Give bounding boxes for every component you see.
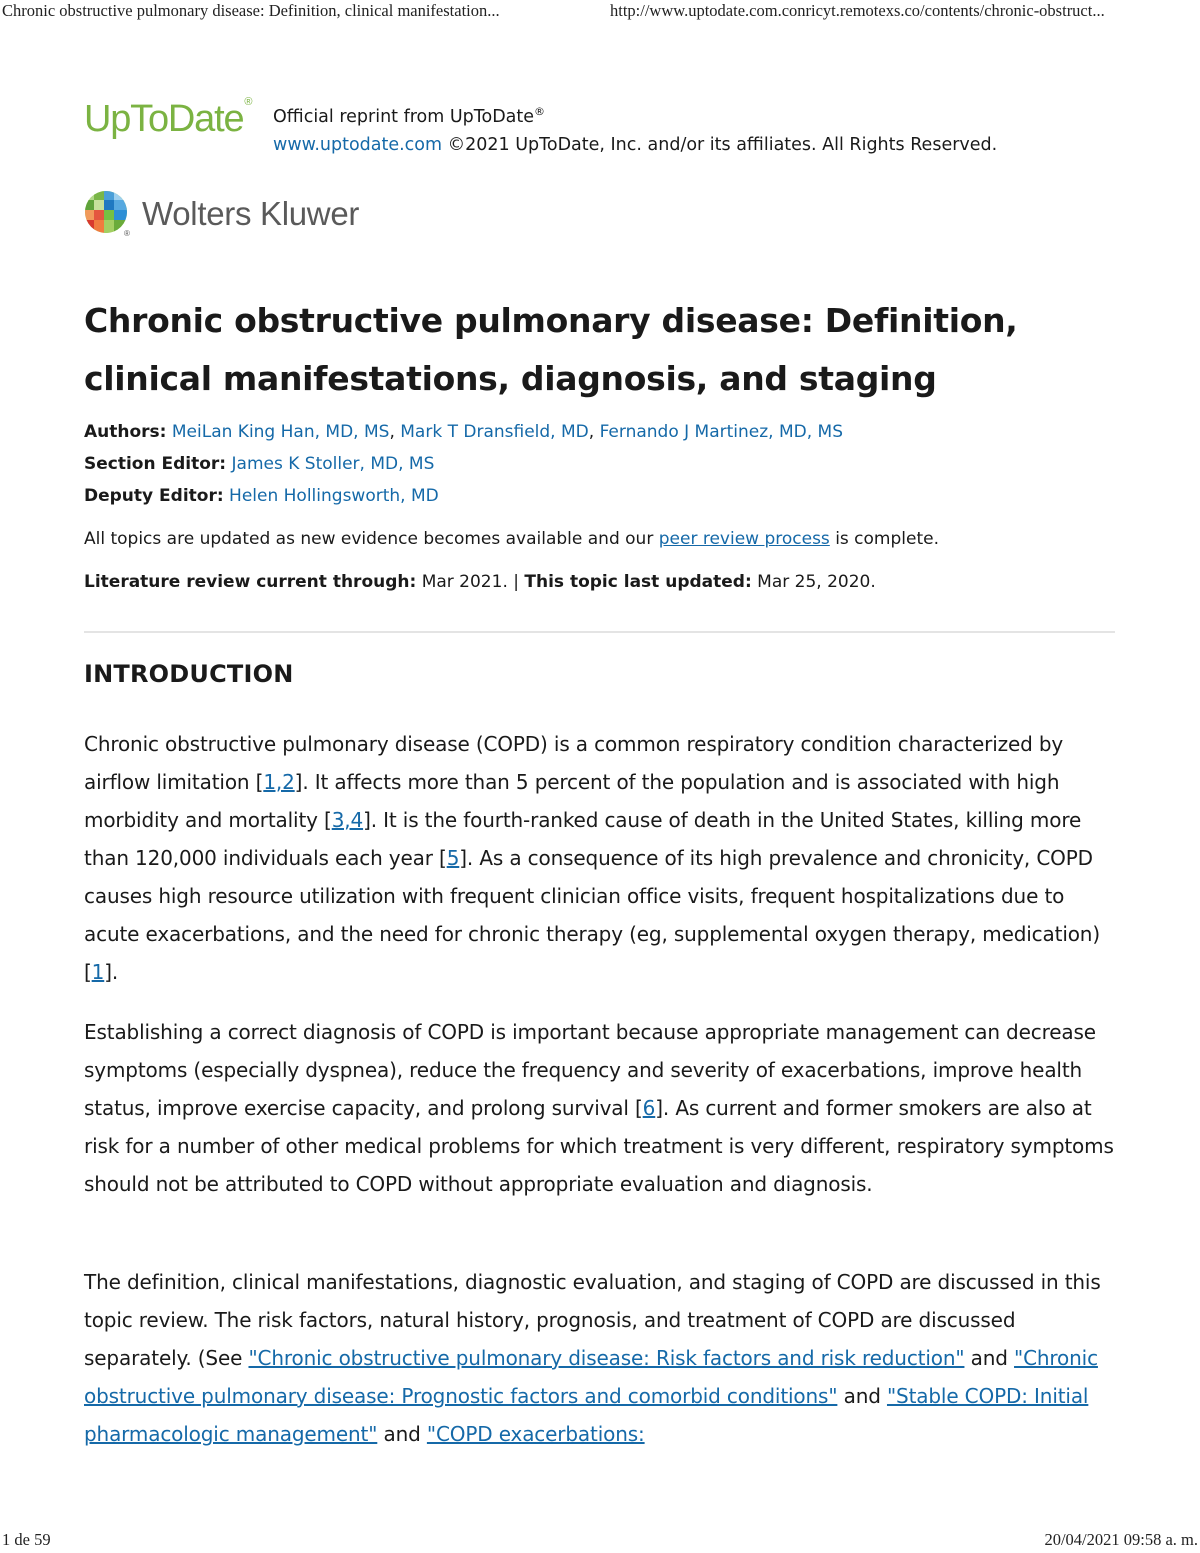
copyright-text: ©2021 UpToDate, Inc. and/or its affiliates. All Rights Reserved. <box>442 134 998 155</box>
article-title: Chronic obstructive pulmonary disease: Definition, clinical manifestations, diagnosis, and staging <box>84 301 1018 398</box>
deputy-editor-link[interactable]: Helen Hollingsworth, MD <box>229 486 439 506</box>
separator: , <box>389 422 401 442</box>
reference-link[interactable]: 6 <box>642 1096 656 1120</box>
reference-link[interactable]: "Chronic obstructive pulmonary disease: Risk factors and risk reduction" <box>248 1346 965 1370</box>
paragraph-text: ]. It affects more than 5 percent of the population and is associated with high morbidity and mortality [ <box>84 770 1060 832</box>
paragraph-text: ]. <box>104 960 119 984</box>
paragraph-text: and <box>964 1346 1015 1370</box>
section-editor-link[interactable]: James K Stoller, MD, MS <box>231 454 435 474</box>
paragraph-text: Chronic obstructive pulmonary disease (COPD) is a common respiratory condition characterized by airflow limitation [ <box>84 732 1064 794</box>
print-datetime: 20/04/2021 09:58 a. m. <box>1044 1530 1198 1549</box>
wolters-kluwer-wordmark: Wolters Kluwer <box>142 195 360 232</box>
paragraph <box>84 725 1124 991</box>
lit-review-label: Literature review current through: <box>84 572 417 592</box>
lit-review-value: Mar 2021. | <box>416 572 525 592</box>
section-editor-line <box>84 452 434 476</box>
update-note <box>84 527 939 551</box>
reference-link[interactable]: 5 <box>446 846 460 870</box>
paragraph-text: Establishing a correct diagnosis of COPD is important because appropriate management can decrease symptoms (especially dyspnea), reduce the frequency and severity of exacerbations, improve health status, improve exercise capacity, and prolong survival [ <box>84 1020 1096 1120</box>
divider <box>84 631 1115 633</box>
deputy-editor-line <box>84 484 439 508</box>
paragraph <box>84 1013 1124 1203</box>
paragraph-text: ]. It is the fourth-ranked cause of death in the United States, killing more than 120,000 individuals each year [ <box>84 808 1082 870</box>
paragraph-text: and <box>377 1422 427 1446</box>
authors-line <box>84 420 843 444</box>
paragraph <box>84 1263 1124 1453</box>
print-header-title: Chronic obstructive pulmonary disease: Definition, clinical manifestation... <box>2 1 500 20</box>
reference-link[interactable]: 3,4 <box>331 808 364 832</box>
peer-review-link[interactable]: peer review process <box>658 529 830 549</box>
reference-link[interactable]: "COPD exacerbations: <box>426 1422 645 1446</box>
reference-link[interactable]: "Chronic obstructive pulmonary disease: Prognostic factors and comorbid conditions" <box>84 1346 1098 1408</box>
reference-link[interactable]: 1 <box>91 960 105 984</box>
registered-mark: ® <box>244 96 252 108</box>
paragraph-text: The definition, clinical manifestations, diagnostic evaluation, and staging of COPD are discussed in this topic review. The risk factors, natural history, prognosis, and treatment of COPD are discussed separately. (See <box>84 1270 1101 1370</box>
section-heading: INTRODUCTION <box>84 660 294 688</box>
registered-mark: ® <box>534 105 546 118</box>
print-footer <box>0 1530 1200 1552</box>
review-dates <box>84 570 876 594</box>
reference-link[interactable]: "Stable COPD: Initial pharmacologic management" <box>84 1384 1089 1446</box>
wolters-kluwer-globe-icon <box>84 190 132 238</box>
deputy-editor-label: Deputy Editor: <box>84 486 224 506</box>
svg-text:®: ® <box>124 229 130 238</box>
authors-label: Authors: <box>84 422 167 442</box>
print-header-url: http://www.uptodate.com.conricyt.remotexs.co/contents/chronic-obstruct... <box>610 1 1105 20</box>
separator: , <box>588 422 600 442</box>
author-link[interactable]: MeiLan King Han, MD, MS <box>171 422 390 442</box>
author-link[interactable]: Fernando J Martinez, MD, MS <box>599 422 844 442</box>
print-header <box>0 0 1200 22</box>
uptodate-logo[interactable] <box>84 96 251 141</box>
author-link[interactable]: Mark T Dransfield, MD <box>400 422 589 442</box>
section-editor-label: Section Editor: <box>84 454 227 474</box>
reprint-notice <box>273 98 997 159</box>
paragraph-text: ]. As a consequence of its high prevalence and chronicity, COPD causes high resource utilization with frequent clinician office visits, frequent hospitalizations due to acute exacerbations, and the need for chronic therapy (eg, supplemental oxygen therapy, medication) [ <box>84 846 1100 984</box>
uptodate-site-link[interactable]: www.uptodate.com <box>273 134 443 155</box>
paragraph-text: and <box>837 1384 887 1408</box>
last-updated-label: This topic last updated: <box>524 572 752 592</box>
reference-link[interactable]: 1,2 <box>263 770 295 794</box>
reprint-line: Official reprint from UpToDate <box>273 106 535 127</box>
update-note-text: is complete. <box>829 529 939 549</box>
update-note-text: All topics are updated as new evidence becomes available and our <box>84 529 659 549</box>
paragraph-text: ]. As current and former smokers are also at risk for a number of other medical problems for which treatment is very different, respiratory symptoms should not be attributed to COPD without appropriate evaluation and diagnosis. <box>84 1096 1114 1196</box>
page-number: 1 de 59 <box>2 1530 51 1549</box>
last-updated-value: Mar 25, 2020. <box>751 572 876 592</box>
uptodate-logo-text: UpToDate <box>84 98 244 140</box>
